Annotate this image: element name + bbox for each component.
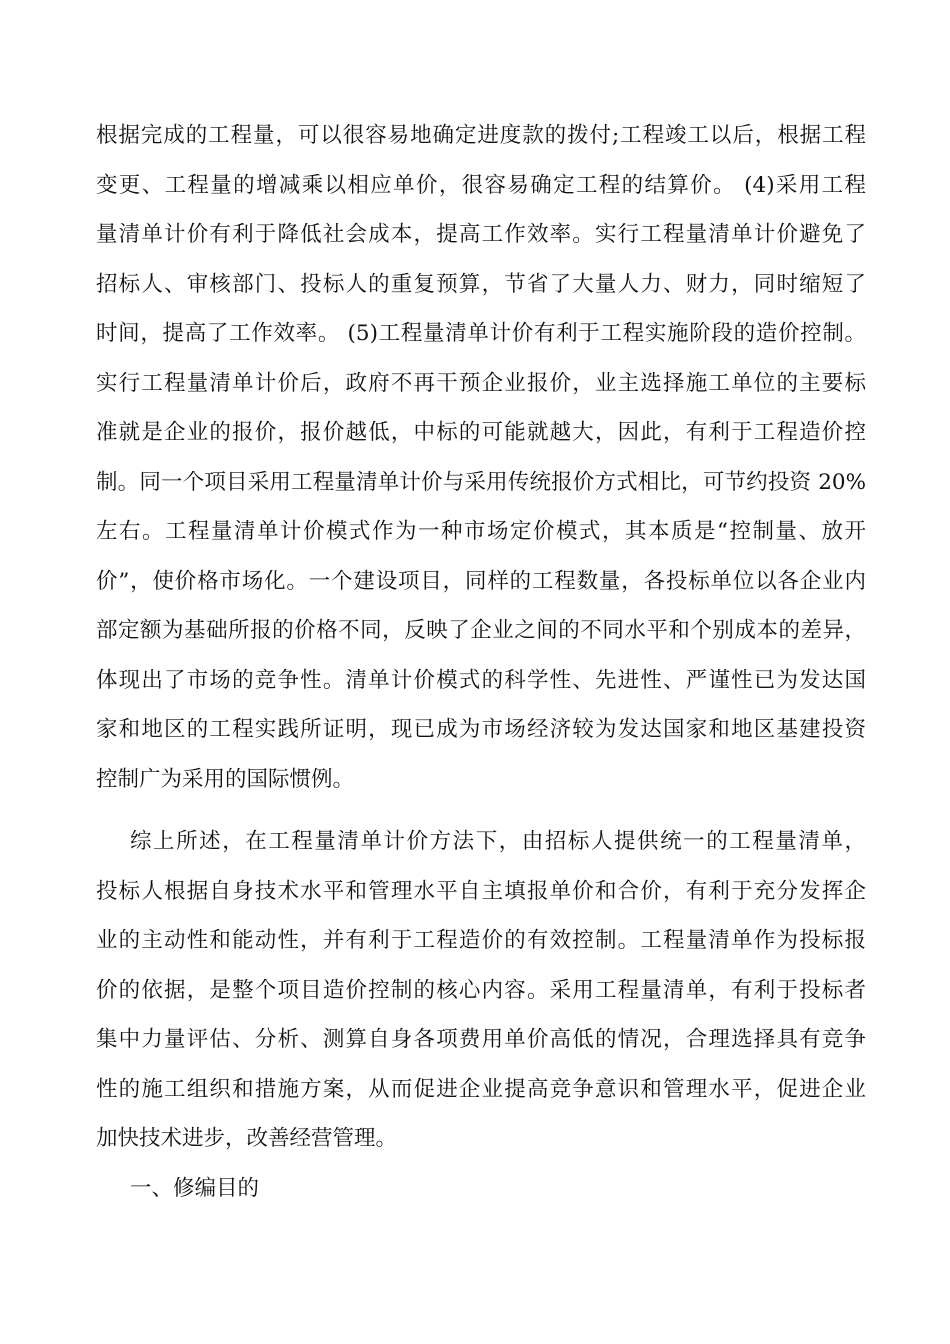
document-body: [96, 117, 866, 1219]
paragraph-line: 价的依据，是整个项目造价控制的核心内容。采用工程量清单，有利于投标者: [96, 977, 866, 1003]
paragraph-line: 招标人、审核部门、投标人的重复预算，节省了大量人力、财力，同时缩短了: [96, 271, 866, 297]
paragraph-spacer: [96, 810, 866, 823]
paragraph-line: 根据完成的工程量，可以很容易地确定进度款的拨付;工程竣工以后，根据工程: [96, 123, 866, 148]
paragraph-line: 量清单计价有利于降低社会成本，提高工作效率。实行工程量清单计价避免了: [96, 222, 866, 247]
paragraph-line: 变更、工程量的增减乘以相应单价，很容易确定工程的结算价。 (4)采用工程: [96, 172, 866, 198]
paragraph-line: 时间，提高了工作效率。 (5)工程量清单计价有利于工程实施阶段的造价控制。: [96, 321, 866, 346]
paragraph-line: 价”，使价格市场化。一个建设项目，同样的工程数量，各投标单位以各企业内: [96, 568, 866, 594]
paragraph-line: 投标人根据自身技术水平和管理水平自主填报单价和合价，有利于充分发挥企: [96, 878, 866, 904]
paragraph-line: 准就是企业的报价，报价越低，中标的可能就越大，因此，有利于工程造价控: [96, 420, 866, 445]
paragraph-line: 实行工程量清单计价后，政府不再干预企业报价，业主选择施工单位的主要标: [96, 370, 866, 396]
paragraph-line: 综上所述，在工程量清单计价方法下，由招标人提供统一的工程量清单，: [130, 829, 866, 854]
paragraph-line: 业的主动性和能动性，并有利于工程造价的有效控制。工程量清单作为投标报: [96, 928, 866, 953]
paragraph-line: 左右。工程量清单计价模式作为一种市场定价模式，其本质是“控制量、放开: [96, 519, 866, 544]
paragraph-line: 性的施工组织和措施方案，从而促进企业提高竞争意识和管理水平，促进企业: [96, 1076, 866, 1102]
paragraph-cost-benefits: [96, 117, 866, 810]
paragraph-summary: [96, 823, 866, 1170]
paragraph-line: 家和地区的工程实践所证明，现已成为市场经济较为发达国家和地区基建投资: [96, 717, 866, 742]
paragraph-line: 集中力量评估、分析、测算自身各项费用单价高低的情况，合理选择具有竞争: [96, 1027, 866, 1052]
paragraph-line: 体现出了市场的竞争性。清单计价模式的科学性、先进性、严谨性已为发达国: [96, 667, 866, 693]
paragraph-line: 控制广为采用的国际惯例。: [96, 766, 355, 792]
paragraph-line: 部定额为基础所报的价格不同，反映了企业之间的不同水平和个别成本的差异，: [96, 618, 866, 643]
paragraph-line: 制。同一个项目采用工程量清单计价与采用传统报价方式相比，可节约投资 20%: [96, 469, 866, 495]
paragraph-line: 加快技术进步，改善经营管理。: [96, 1126, 398, 1151]
section-heading: 一、修编目的: [130, 1175, 260, 1201]
